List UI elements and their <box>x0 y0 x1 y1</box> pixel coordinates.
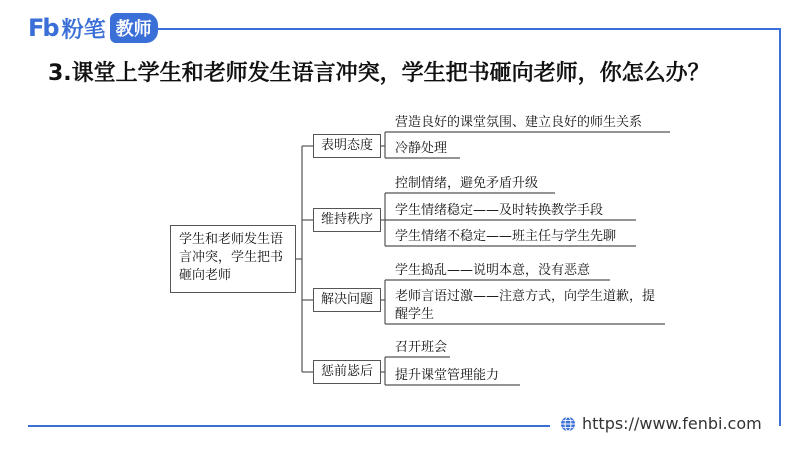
branch-prevent-future: 惩前毖后 <box>313 360 381 384</box>
branch-maintain-order: 维持秩序 <box>313 208 381 232</box>
leaf-4-1: 召开班会 <box>395 340 448 355</box>
leaf-3-1: 学生捣乱——说明本意，没有恶意 <box>395 263 591 278</box>
leaf-3-2: 老师言语过激——注意方式，向学生道歉，提醒学生 <box>395 289 656 322</box>
question-title: 3.课堂上学生和老师发生语言冲突，学生把书砸向老师，你怎么办？ <box>48 61 710 86</box>
leaf-2-2: 学生情绪稳定——及时转换教学手段 <box>395 203 604 218</box>
mindmap-root: 学生和老师发生语言冲突，学生把书砸向老师 <box>170 225 296 293</box>
leaf-1-1: 营造良好的课堂氛围、建立良好的师生关系 <box>395 115 643 130</box>
footer-url <box>560 414 762 433</box>
leaf-2-3: 学生情绪不稳定——班主任与学生先聊 <box>395 229 617 244</box>
brand-badge: 教师 <box>110 13 158 43</box>
globe-icon <box>560 416 576 432</box>
branch-solve-problem: 解决问题 <box>313 288 381 312</box>
brand-name: 粉笔 <box>61 17 106 43</box>
leaf-4-2: 提升课堂管理能力 <box>395 368 500 383</box>
branch-stance: 表明态度 <box>313 134 381 158</box>
footer-url-text: https://www.fenbi.com <box>582 414 762 433</box>
brand-mark: Fb <box>28 14 58 42</box>
leaf-2-1: 控制情绪，避免矛盾升级 <box>395 176 539 191</box>
leaf-1-2: 冷静处理 <box>395 141 448 156</box>
